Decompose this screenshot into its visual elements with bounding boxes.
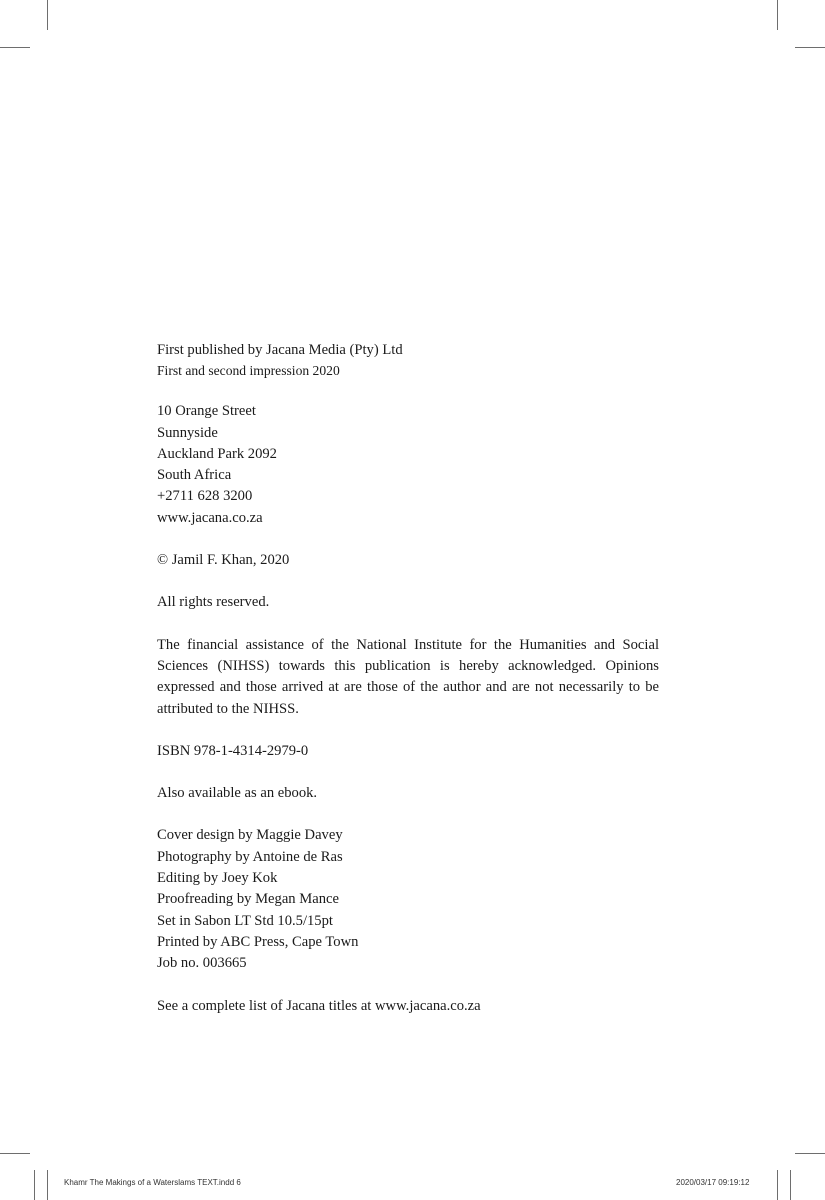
credit-line: Set in Sabon LT Std 10.5/15pt — [157, 912, 333, 929]
publisher-line: First published by Jacana Media (Pty) Ltd — [157, 342, 403, 358]
credit-line: Job no. 003665 — [157, 955, 247, 972]
slug-divider — [790, 1170, 791, 1200]
address-line: 10 Orange Street — [157, 403, 256, 420]
funding-acknowledgement: The financial assistance of the National Institute for the Humanities and Social Sciences (NIHSS) towards this publication is hereby acknowledged. Opinions expressed and those arrived at are those of the author and are not necessarily to be attributed to the NIHSS. — [157, 636, 659, 717]
crop-mark — [777, 0, 778, 30]
credit-line: Proofreading by Megan Mance — [157, 891, 339, 908]
credit-line: Printed by ABC Press, Cape Town — [157, 933, 359, 950]
crop-mark — [795, 47, 825, 48]
credit-line: Editing by Joey Kok — [157, 870, 278, 887]
address-line: South Africa — [157, 467, 232, 484]
ebook-note: Also available as an ebook. — [157, 785, 318, 802]
crop-mark — [0, 1153, 30, 1154]
impression-line: First and second impression 2020 — [157, 363, 340, 379]
copyright-notice: © Jamil F. Khan, 2020 — [157, 552, 290, 569]
slug-file-name: Khamr The Makings of a Waterslams TEXT.indd 6 — [64, 1178, 241, 1187]
slug-divider — [34, 1170, 35, 1200]
imprint-page — [157, 340, 659, 1017]
publisher-address — [157, 401, 659, 529]
crop-mark — [795, 1153, 825, 1154]
website: www.jacana.co.za — [157, 509, 263, 526]
production-credits — [157, 825, 659, 974]
phone-number: +2711 628 3200 — [157, 488, 253, 505]
crop-mark — [47, 1170, 48, 1200]
isbn: ISBN 978-1-4314-2979-0 — [157, 742, 309, 759]
address-line: Auckland Park 2092 — [157, 445, 277, 462]
credit-line: Cover design by Maggie Davey — [157, 827, 343, 844]
rights-notice: All rights reserved. — [157, 594, 270, 611]
credit-line: Photography by Antoine de Ras — [157, 848, 343, 865]
slug-timestamp: 2020/03/17 09:19:12 — [676, 1178, 750, 1187]
crop-mark — [777, 1170, 778, 1200]
crop-mark — [47, 0, 48, 30]
address-line: Sunnyside — [157, 424, 218, 441]
crop-mark — [0, 47, 30, 48]
titles-list-note: See a complete list of Jacana titles at www.jacana.co.za — [157, 997, 481, 1014]
